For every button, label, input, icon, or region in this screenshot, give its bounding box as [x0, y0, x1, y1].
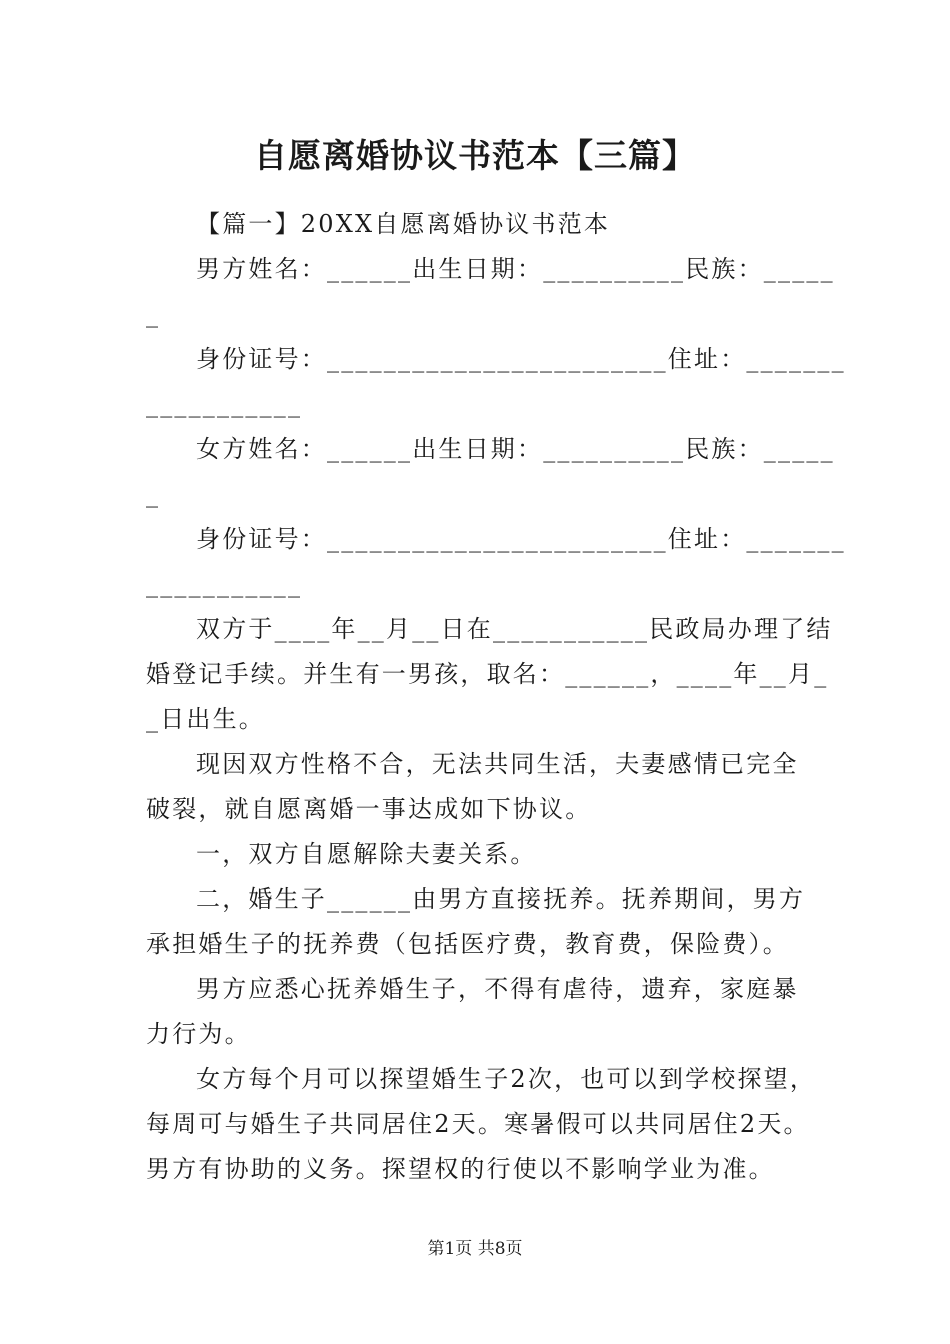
paragraph-line: 身份证号：________________________住址：_______ [196, 345, 846, 373]
paragraph-line: _ [146, 300, 161, 328]
section-heading: 【篇一】20XX自愿离婚协议书范本 [196, 210, 611, 238]
paragraph-line: ___________ [146, 390, 303, 418]
paragraph-line: 一，双方自愿解除夫妻关系。 [196, 840, 537, 868]
paragraph-line: 双方于____年__月__日在___________民政局办理了结 [196, 615, 833, 643]
document-title: 自愿离婚协议书范本【三篇】 [254, 136, 696, 175]
paragraph-line: ___________ [146, 570, 303, 598]
paragraph-line: 二，婚生子______由男方直接抚养。抚养期间，男方 [196, 885, 806, 913]
paragraph-line: 承担婚生子的抚养费（包括医疗费，教育费，保险费）。 [146, 930, 789, 958]
paragraph-line: _ [146, 480, 161, 508]
paragraph-line: 男方姓名：______出生日期：__________民族：_____ [196, 255, 835, 283]
paragraph-line: 破裂，就自愿离婚一事达成如下协议。 [146, 795, 592, 823]
paragraph-line: 婚登记手续。并生有一男孩，取名：______，____年__月_ [146, 660, 829, 688]
paragraph-line: 男方有协助的义务。探望权的行使以不影响学业为准。 [146, 1155, 775, 1183]
paragraph-line: 男方应悉心抚养婚生子，不得有虐待，遗弃，家庭暴 [196, 975, 799, 1003]
paragraph-line: 女方每个月可以探望婚生子2次，也可以到学校探望， [196, 1065, 817, 1093]
paragraph-line: 女方姓名：______出生日期：__________民族：_____ [196, 435, 835, 463]
paragraph-line: 现因双方性格不合，无法共同生活，夫妻感情已完全 [196, 750, 799, 778]
paragraph-line: _日出生。 [146, 705, 265, 733]
paragraph-line: 力行为。 [146, 1020, 251, 1048]
paragraph-line: 每周可与婚生子共同居住2天。寒暑假可以共同居住2天。 [146, 1110, 810, 1138]
paragraph-line: 身份证号：________________________住址：_______ [196, 525, 846, 553]
page-number-footer: 第1页 共8页 [427, 1239, 523, 1259]
